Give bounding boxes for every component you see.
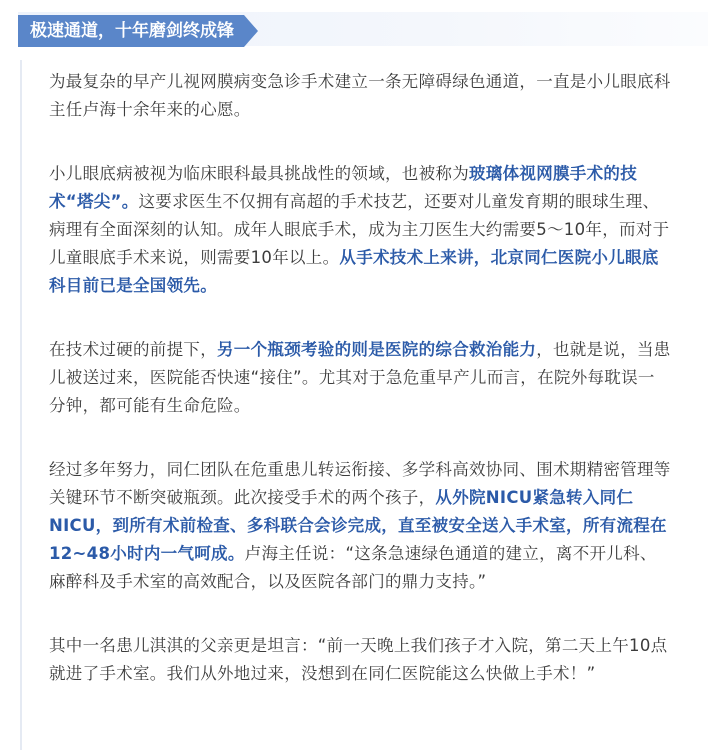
text-segment: ，也就是说，当患儿被送过来，医院能否快速“接住”。尤其对于急危重早产儿而言，在院外每耽误一分钟，都可能有生命危险。 <box>49 340 671 415</box>
section-title: 极速通道，十年磨剑终成锋 <box>18 15 244 47</box>
article-body <box>49 68 671 724</box>
paragraph-3 <box>49 336 671 420</box>
highlighted-text: 另一个瓶颈考验的则是医院的综合救治能力 <box>217 340 537 359</box>
text-segment: 小儿眼底病被视为临床眼科最具挑战性的领域，也被称为 <box>49 164 469 183</box>
highlighted-text: 玻璃体视网膜手术的技术“塔尖”。 <box>49 164 637 211</box>
paragraph-2 <box>49 160 671 300</box>
text-segment: 在技术过硬的前提下， <box>49 340 217 359</box>
text-segment: 为最复杂的早产儿视网膜病变急诊手术建立一条无障碍绿色通道，一直是小儿眼底科主任卢海十余年来的心愿。 <box>49 72 671 119</box>
highlighted-text: 从手术技术上来讲，北京同仁医院小儿眼底科目前已是全国领先。 <box>49 248 659 295</box>
text-segment: 卢海主任说：“这条急速绿色通道的建立，离不开儿科、麻醉科及手术室的高效配合，以及医院各部门的鼎力支持。” <box>49 544 657 591</box>
left-divider <box>20 60 22 750</box>
paragraph-5 <box>49 632 671 688</box>
text-segment: 经过多年努力，同仁团队在危重患儿转运衔接、多学科高效协同、围术期精密管理等关键环节不断突破瓶颈。此次接受手术的两个孩子， <box>49 460 671 507</box>
highlighted-text: 从外院NICU紧急转入同仁NICU，到所有术前检查、多科联合会诊完成，直至被安全送入手术室，所有流程在12~48小时内一气呵成。 <box>49 488 667 563</box>
paragraph-4 <box>49 456 671 596</box>
text-segment: 这要求医生不仅拥有高超的手术技艺，还要对儿童发育期的眼球生理、病理有全面深刻的认知。成年人眼底手术，成为主刀医生大约需要5～10年，而对于儿童眼底手术来说，则需要10年以上。 <box>49 192 670 267</box>
paragraph-1 <box>49 68 671 124</box>
text-segment: 其中一名患儿淇淇的父亲更是坦言：“前一天晚上我们孩子才入院，第二天上午10点就进了手术室。我们从外地过来，没想到在同仁医院能这么快做上手术！” <box>49 636 668 683</box>
